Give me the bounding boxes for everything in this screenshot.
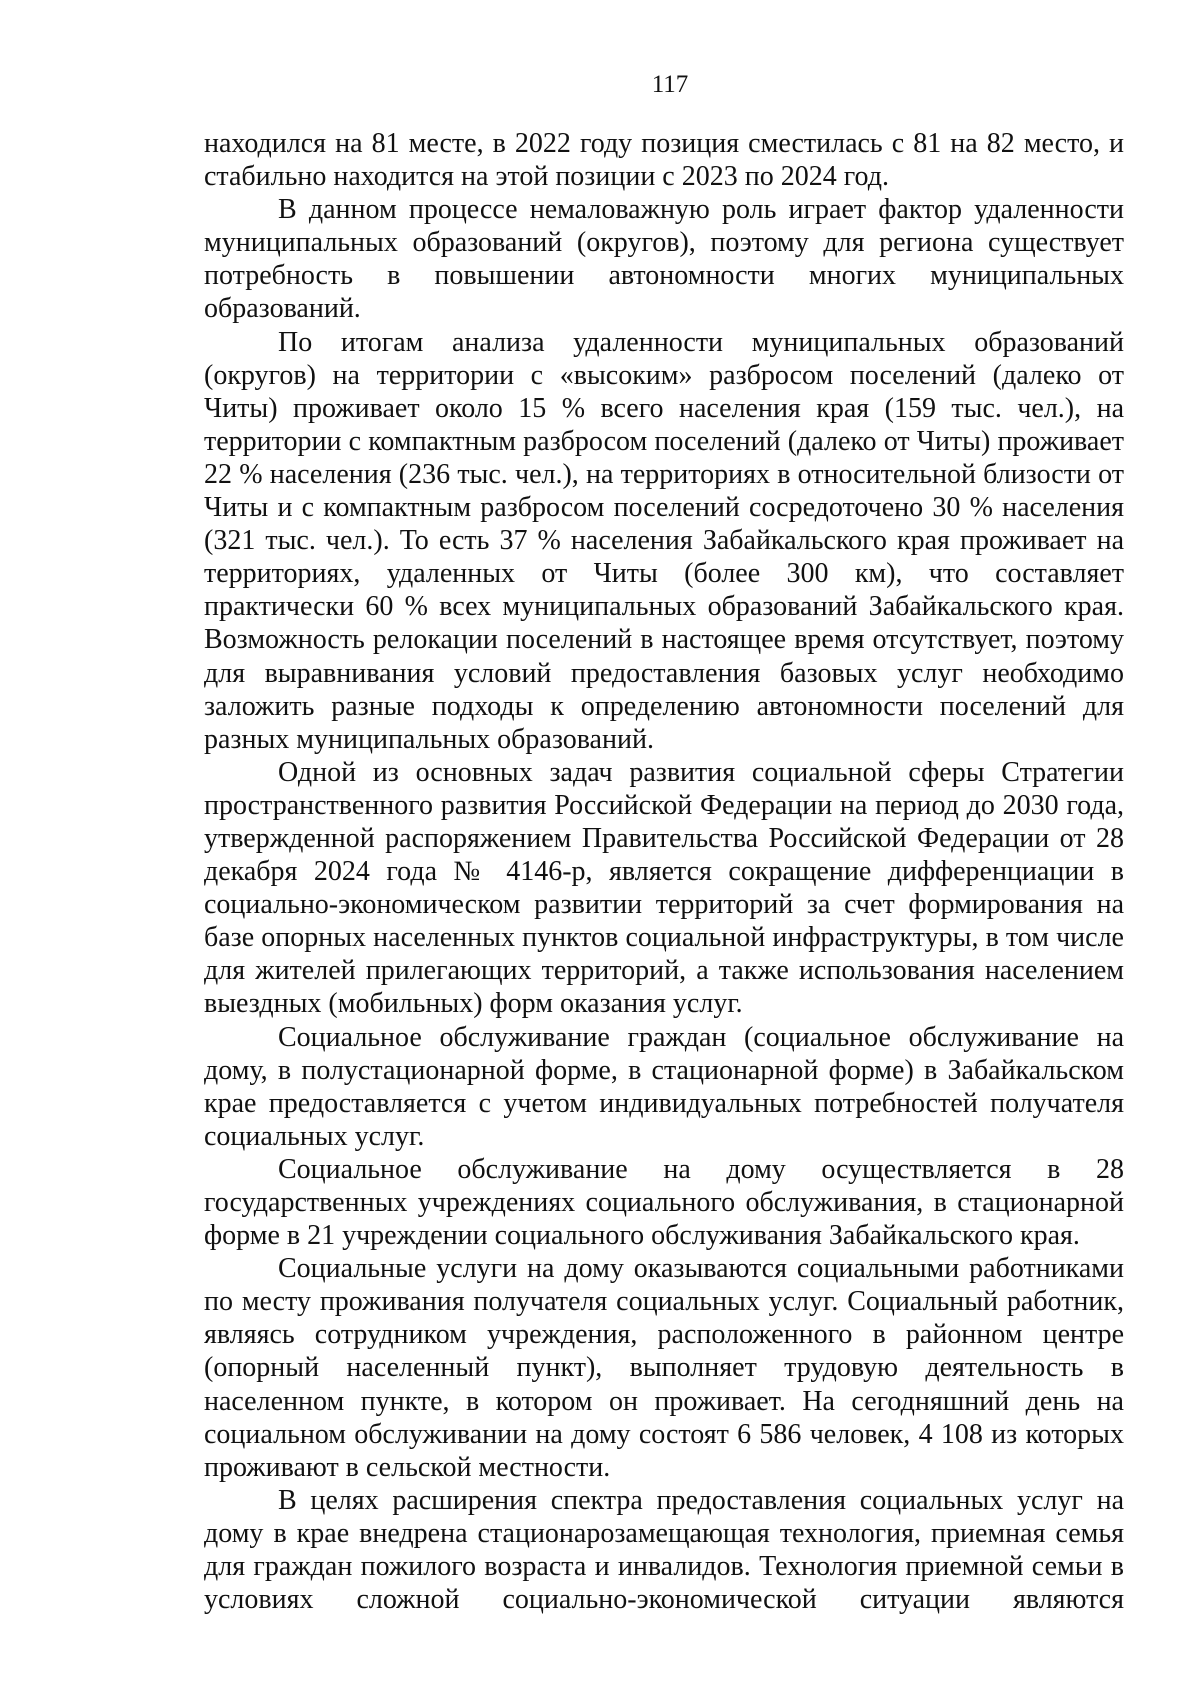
- page-number: 117: [651, 71, 689, 98]
- paragraph: В целях расширения спектра предоставления социальных услуг на дому в крае внедрена стационарозамещающая технология, приемная семья для граждан пожилого возраста и инвалидов. Технология приемной семьи в условиях сложной социально-экономической ситуации являются: [204, 1484, 1124, 1616]
- paragraph: находился на 81 месте, в 2022 году позиция сместилась с 81 на 82 место, и стабильно находится на этой позиции с 2023 по 2024 год.: [204, 128, 1124, 193]
- paragraph: Социальное обслуживание граждан (социальное обслуживание на дому, в полустационарной форме, в стационарной форме) в Забайкальском крае предоставляется с учетом индивидуальных потребностей получателя социальных услуг.: [204, 1021, 1124, 1152]
- paragraph: По итогам анализа удаленности муниципальных образований (округов) на территории с «высоким» разбросом поселений (далеко от Читы) проживает около 15 % всего населения края (159 тыс. чел.), на территории с компактным разбросом поселений (далеко от Читы) проживает 22 % населения (236 тыс. чел.), на территориях в относительной близости от Читы и с компактным разбросом поселений сосредоточено 30 % населения (321 тыс. чел.). То есть 37 % населения Забайкальского края проживает на территориях, удаленных от Читы (более 300 км), что составляет практически 60 % всех муниципальных образований Забайкальского края. Возможность релокации поселений в настоящее время отсутствует, поэтому для выравнивания условий предоставления базовых услуг необходимо заложить разные подходы к определению автономности поселений для разных муниципальных образований.: [204, 326, 1124, 755]
- paragraph: Одной из основных задач развития социальной сферы Стратегии пространственного развития Российской Федерации на период до 2030 года, утвержденной распоряжением Правительства Российской Федерации от 28 декабря 2024 года № 4146-р, является сокращение дифференциации в социально-экономическом развитии территорий за счет формирования на базе опорных населенных пунктов социальной инфраструктуры, в том числе для жителей прилегающих территорий, а также использования населением выездных (мобильных) форм оказания услуг.: [204, 756, 1124, 1020]
- paragraph: Социальные услуги на дому оказываются социальными работниками по месту проживания получателя социальных услуг. Социальный работник, являясь сотрудником учреждения, расположенного в районном центре (опорный населенный пункт), выполняет трудовую деятельность в населенном пункте, в котором он проживает. На сегодняшний день на социальном обслуживании на дому состоят 6 586 человек, 4 108 из которых проживают в сельской местности.: [204, 1253, 1124, 1483]
- body-text: [204, 127, 1124, 1616]
- paragraph: В данном процессе немаловажную роль играет фактор удаленности муниципальных образований (округов), поэтому для региона существует потребность в повышении автономности многих муниципальных образований.: [204, 194, 1124, 325]
- paragraph: Социальное обслуживание на дому осуществляется в 28 государственных учреждениях социального обслуживания, в стационарной форме в 21 учреждении социального обслуживания Забайкальского края.: [204, 1153, 1124, 1252]
